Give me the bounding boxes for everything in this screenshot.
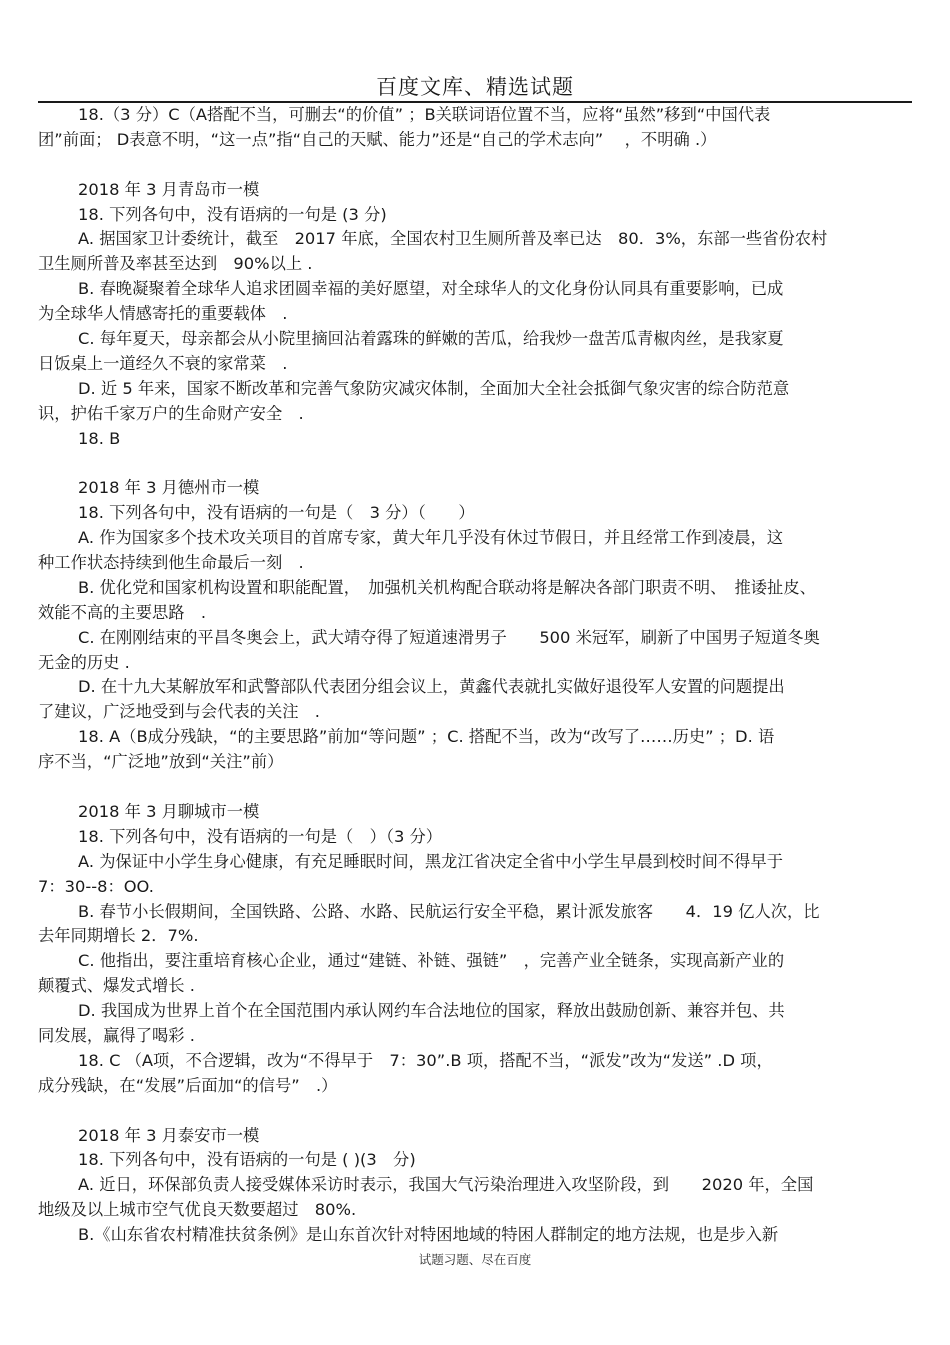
text-line: 18. 下列各句中，没有语病的一句是 ( )(3 分) (78, 1150, 416, 1170)
text-line: 18. C （A项，不合逻辑，改为“不得早于 7：30”.B 项，搭配不当，“派发”改为“发送” .D 项， (78, 1050, 773, 1070)
blank-line (38, 775, 910, 800)
blank-line (38, 1099, 910, 1124)
text-line: D. 在十九大某解放军和武警部队代表团分组会议上，黄鑫代表就扎实做好退役军人安置的问题提出 (78, 677, 785, 697)
text-line: 去年同期增长 2．7%. (38, 926, 199, 946)
text-line: 2018 年 3 月泰安市一模 (78, 1125, 260, 1145)
text-line: C. 每年夏天，母亲都会从小院里摘回沾着露珠的鲜嫩的苦瓜，给我炒一盘苦瓜青椒肉丝，是我家夏 (78, 329, 784, 349)
blank-line (38, 451, 910, 476)
text-line: 18. 下列各句中，没有语病的一句是（ 3 分）（ ） (78, 503, 475, 523)
text-line: A. 作为国家多个技术攻关项目的首席专家，黄大年几乎没有休过节假日，并且经常工作到凌晨，这 (78, 528, 784, 548)
text-line: 团”前面； D表意不明，“这一点”指“自己的天赋、能力”还是“自己的学术志向” ，不明确 .） (38, 129, 717, 149)
text-line: 日饭桌上一道经久不衰的家常菜 . (38, 353, 288, 373)
text-line: 同发展，赢得了喝彩 . (38, 1025, 195, 1045)
text-line: 2018 年 3 月德州市一模 (78, 478, 260, 498)
text-line: 序不当，“广泛地”放到“关注”前） (38, 752, 284, 772)
text-line: D. 我国成为世界上首个在全国范围内承认网约车合法地位的国家，释放出鼓励创新、兼容并包、共 (78, 1001, 785, 1021)
text-line: B. 春节小长假期间，全国铁路、公路、水路、民航运行安全平稳，累计派发旅客 4．19 亿人次，比 (78, 901, 820, 921)
blank-line (38, 153, 910, 178)
text-line: B. 春晚凝聚着全球华人追求团圆幸福的美好愿望，对全球华人的文化身份认同具有重要影响，已成 (78, 279, 784, 299)
text-line: 18. A（B成分残缺，“的主要思路”前加“等问题” ；C. 搭配不当，改为“改写了……历史” ；D. 语 (78, 727, 775, 747)
text-line: 种工作状态持续到他生命最后一刻 . (38, 553, 304, 573)
text-line: A. 近日，环保部负责人接受媒体采访时表示，我国大气污染治理进入攻坚阶段，到 2020 年，全国 (78, 1175, 814, 1195)
text-line: A. 据国家卫计委统计，截至 2017 年底，全国农村卫生厕所普及率已达 80．3%，东部一些省份农村 (78, 229, 828, 249)
text-line: 18.（3 分）C（A搭配不当，可删去“的价值” ；B关联词语位置不当，应将“虽然”移到“中国代表 (78, 105, 771, 124)
text-line: 效能不高的主要思路 . (38, 602, 206, 622)
text-line: 无金的历史 . (38, 652, 130, 672)
document-body (38, 103, 910, 1248)
text-line: 地级及以上城市空气优良天数要超过 80%. (38, 1200, 357, 1220)
header-title: 百度文库、精选试题 (376, 75, 574, 99)
text-line: 2018 年 3 月聊城市一模 (78, 801, 260, 821)
text-line: B.《山东省农村精准扶贫条例》是山东首次针对特困地域的特困人群制定的地方法规，也是步入新 (78, 1225, 779, 1245)
text-line: C. 他指出，要注重培育核心企业，通过“建链、补链、强链” ，完善产业全链条，实现高新产业的 (78, 951, 785, 971)
text-line: 成分残缺，在“发展”后面加“的信号” .） (38, 1075, 338, 1095)
text-line: 18. 下列各句中，没有语病的一句是 (3 分) (78, 204, 387, 224)
text-line: A. 为保证中小学生身心健康，有充足睡眠时间，黑龙江省决定全省中小学生早晨到校时间不得早于 (78, 851, 784, 871)
footer-text: 试题习题、尽在百度 (418, 1252, 532, 1267)
text-line: 18. B (78, 428, 121, 448)
text-line: 识，护佑千家万户的生命财产安全 . (38, 403, 304, 423)
text-line: 7：30--8：OO. (38, 876, 154, 896)
text-line: 18. 下列各句中，没有语病的一句是（ ）（3 分） (78, 826, 443, 846)
text-line: B. 优化党和国家机构设置和职能配置， 加强机关机构配合联动将是解决各部门职责不明、 推诿扯皮、 (78, 577, 816, 597)
text-line: 2018 年 3 月青岛市一模 (78, 179, 260, 199)
text-line: 为全球华人情感寄托的重要载体 . (38, 304, 288, 324)
text-line: D. 近 5 年来，国家不断改革和完善气象防灾减灾体制，全面加大全社会抵御气象灾害的综合防范意 (78, 378, 790, 398)
text-line: 卫生厕所普及率甚至达到 90%以上 . (38, 254, 313, 274)
text-line: 颠覆式、爆发式增长 . (38, 976, 195, 996)
text-line: 了建议，广泛地受到与会代表的关注 . (38, 702, 320, 722)
text-line: C. 在刚刚结束的平昌冬奥会上，武大靖夺得了短道速滑男子 500 米冠军，刷新了中国男子短道冬奥 (78, 627, 820, 647)
